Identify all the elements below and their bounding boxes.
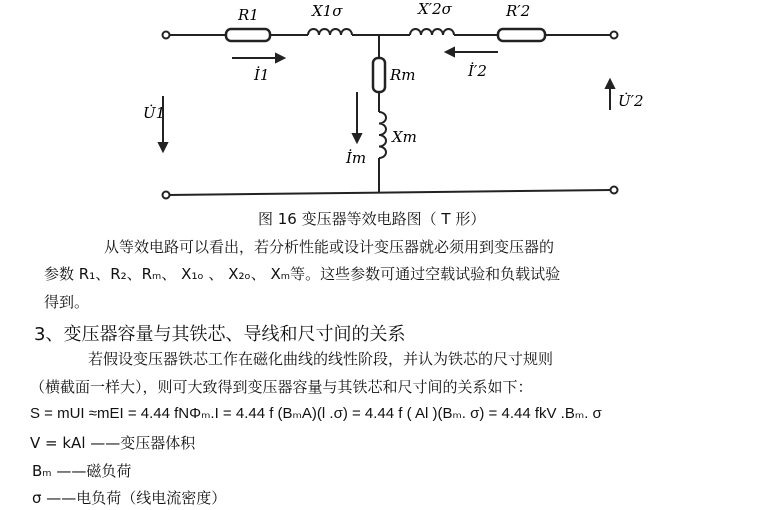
resistor-rm — [373, 58, 385, 92]
arrow-i1-head — [276, 54, 284, 62]
label-rm: Rm — [390, 66, 416, 84]
paragraph-line: （横截面一样大），则可大致得到变压器容量与其铁芯和尺寸间的关系如下： — [30, 378, 533, 396]
arrow-im-head — [353, 134, 361, 142]
resistor-r1 — [226, 29, 270, 41]
inductor-x2 — [410, 29, 454, 35]
paragraph-line: 从等效电路可以看出，若分析性能或设计变压器就必须用到变压器的 — [104, 238, 555, 256]
inductor-xm — [379, 112, 386, 158]
label-x2: X′2σ — [418, 0, 452, 18]
definition-volume: V = kAl ——变压器体积 — [30, 434, 196, 452]
terminal-bottom-right — [611, 187, 618, 194]
label-i2: İ′2 — [468, 62, 487, 80]
resistor-r2 — [498, 29, 545, 41]
equivalent-circuit-diagram — [0, 0, 760, 210]
paragraph-line: 参数 R₁、R₂、Rₘ、 X₁ₒ 、 X₂ₒ、 Xₘ等。这些参数可通过空载试验和负载试验 — [44, 265, 561, 283]
inductor-x1 — [308, 29, 352, 35]
definition-electric-load: σ ——电负荷（线电流密度） — [32, 489, 227, 507]
label-u2: U̇′2 — [618, 92, 644, 110]
label-i1: İ1 — [254, 66, 270, 84]
arrow-u1-head — [159, 143, 167, 151]
paragraph-line: 得到。 — [44, 293, 90, 311]
label-r2: R′2 — [506, 2, 531, 20]
definition-magnetic-load: Bₘ ——磁负荷 — [32, 462, 132, 480]
figure-caption: 图 16 变压器等效电路图（ T 形） — [258, 210, 486, 228]
terminal-top-right — [611, 32, 618, 39]
capacity-equation: S = mUI ≈mEI = 4.44 fNΦₘ.I = 4.44 f (BₘA)(l .σ) = 4.44 f ( Al )(Bₘ. σ) = 4.44 fkV .Bₘ. σ — [30, 405, 602, 422]
bottom-wire — [168, 190, 612, 195]
terminal-top-left — [163, 32, 170, 39]
arrow-i2-head — [446, 48, 454, 56]
paragraph-line: 若假设变压器铁芯工作在磁化曲线的线性阶段，并认为铁芯的尺寸规则 — [88, 350, 554, 368]
label-im: İm — [346, 149, 367, 167]
label-x1: X1σ — [312, 2, 343, 20]
label-r1: R1 — [238, 6, 259, 24]
terminal-bottom-left — [163, 192, 170, 199]
label-xm: Xm — [392, 128, 417, 146]
section-heading: 3、变压器容量与其铁芯、导线和尺寸间的关系 — [34, 324, 406, 345]
label-u1: U̇1 — [143, 104, 166, 122]
arrow-u2-head — [606, 80, 614, 88]
